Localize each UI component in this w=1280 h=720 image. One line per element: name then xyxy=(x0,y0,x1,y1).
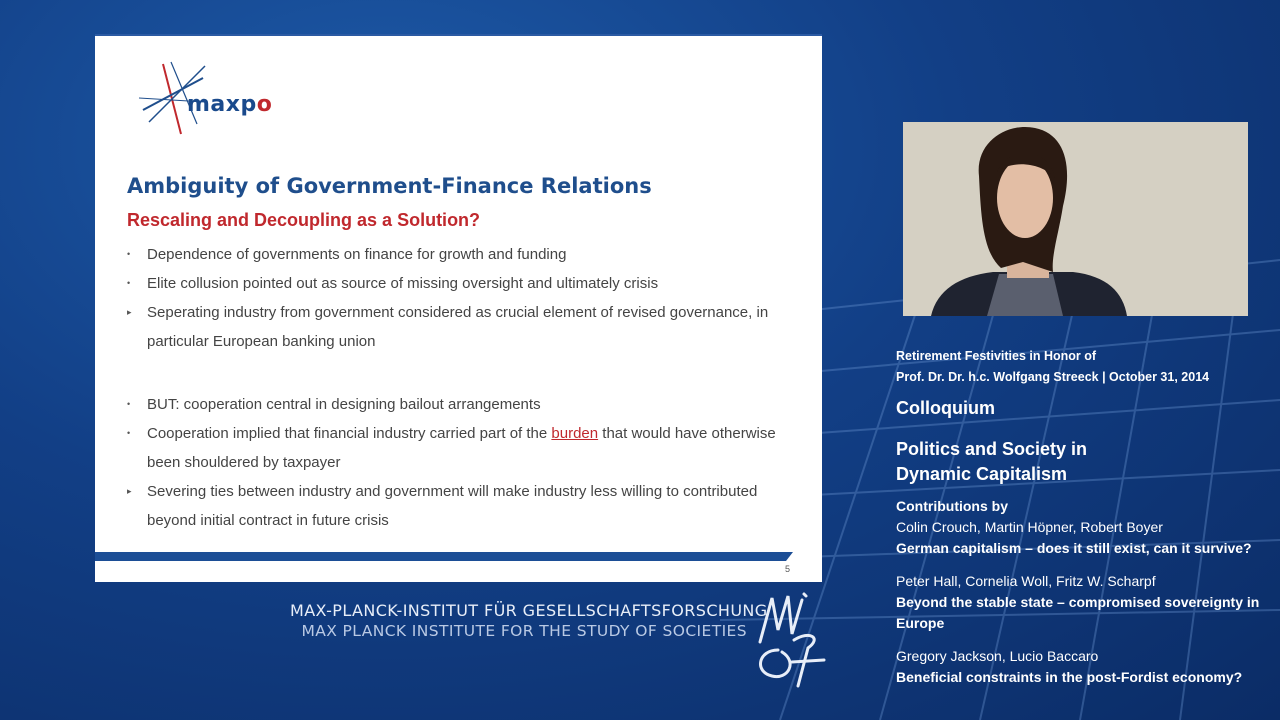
bullet-list xyxy=(127,240,797,535)
contributions-label: Contributions by xyxy=(896,498,1008,514)
bullet-item: • Dependence of governments on finance for growth and funding xyxy=(127,240,797,269)
theme-line-1: Politics and Society in xyxy=(896,439,1088,459)
event-info-panel xyxy=(896,346,1276,688)
panel-1-names: Colin Crouch, Martin Höpner, Robert Boyer xyxy=(896,519,1163,535)
panel-3-names: Gregory Jackson, Lucio Baccaro xyxy=(896,648,1099,664)
slide-page-number: 5 xyxy=(785,564,791,574)
bullet-item: • Cooperation implied that financial industry carried part of the burden that would have otherwise been shouldered by taxpayer xyxy=(127,419,797,477)
slide-footer-bar xyxy=(95,552,793,561)
mpifg-logo xyxy=(748,590,832,690)
bullet-marker: • xyxy=(127,399,131,409)
bullet-marker: • xyxy=(127,278,131,288)
burden-link[interactable]: burden xyxy=(551,425,599,442)
bullet-marker: • xyxy=(127,249,131,259)
bullet-item: • Elite collusion pointed out as source of missing oversight and ultimately crisis xyxy=(127,269,797,298)
institute-name-en: MAX PLANCK INSTITUTE FOR THE STUDY OF SOCIETIES xyxy=(301,622,747,640)
maxpo-logo-text: maxpo xyxy=(187,92,273,117)
panel-2-title: Beyond the stable state – compromised sovereignty in Europe xyxy=(896,594,1260,631)
bullet-marker: ▸ xyxy=(127,486,132,496)
bullet-item: ▸ Severing ties between industry and government will make industry less willing to contributed beyond initial contract in future crisis xyxy=(127,477,797,535)
institute-name-de: MAX-PLANCK-INSTITUT FÜR GESELLSCHAFTSFORSCHUNG xyxy=(290,601,768,620)
bullet-item: • BUT: cooperation central in designing bailout arrangements xyxy=(127,390,797,419)
bullet-marker: • xyxy=(127,428,131,438)
event-line-1: Retirement Festivities in Honor of xyxy=(896,349,1097,363)
presentation-slide xyxy=(95,34,822,582)
colloquium-heading: Colloquium xyxy=(896,398,995,418)
panel-1-title: German capitalism – does it still exist, can it survive? xyxy=(896,540,1252,556)
slide-subtitle: Rescaling and Decoupling as a Solution? xyxy=(127,210,481,230)
speaker-video[interactable] xyxy=(903,122,1248,316)
panel-2-names: Peter Hall, Cornelia Woll, Fritz W. Scharpf xyxy=(896,573,1156,589)
panel-3-title: Beneficial constraints in the post-Fordist economy? xyxy=(896,669,1243,685)
bullet-item: ▸ Seperating industry from government considered as crucial element of revised governance, in particular European banking union xyxy=(127,298,797,356)
theme-line-2: Dynamic Capitalism xyxy=(896,464,1068,484)
institute-name xyxy=(290,601,768,640)
bullet-marker: ▸ xyxy=(127,307,132,317)
event-line-2: Prof. Dr. Dr. h.c. Wolfgang Streeck | October 31, 2014 xyxy=(896,370,1210,384)
speaker-image xyxy=(903,122,1248,316)
slide-title: Ambiguity of Government-Finance Relations xyxy=(127,174,652,198)
